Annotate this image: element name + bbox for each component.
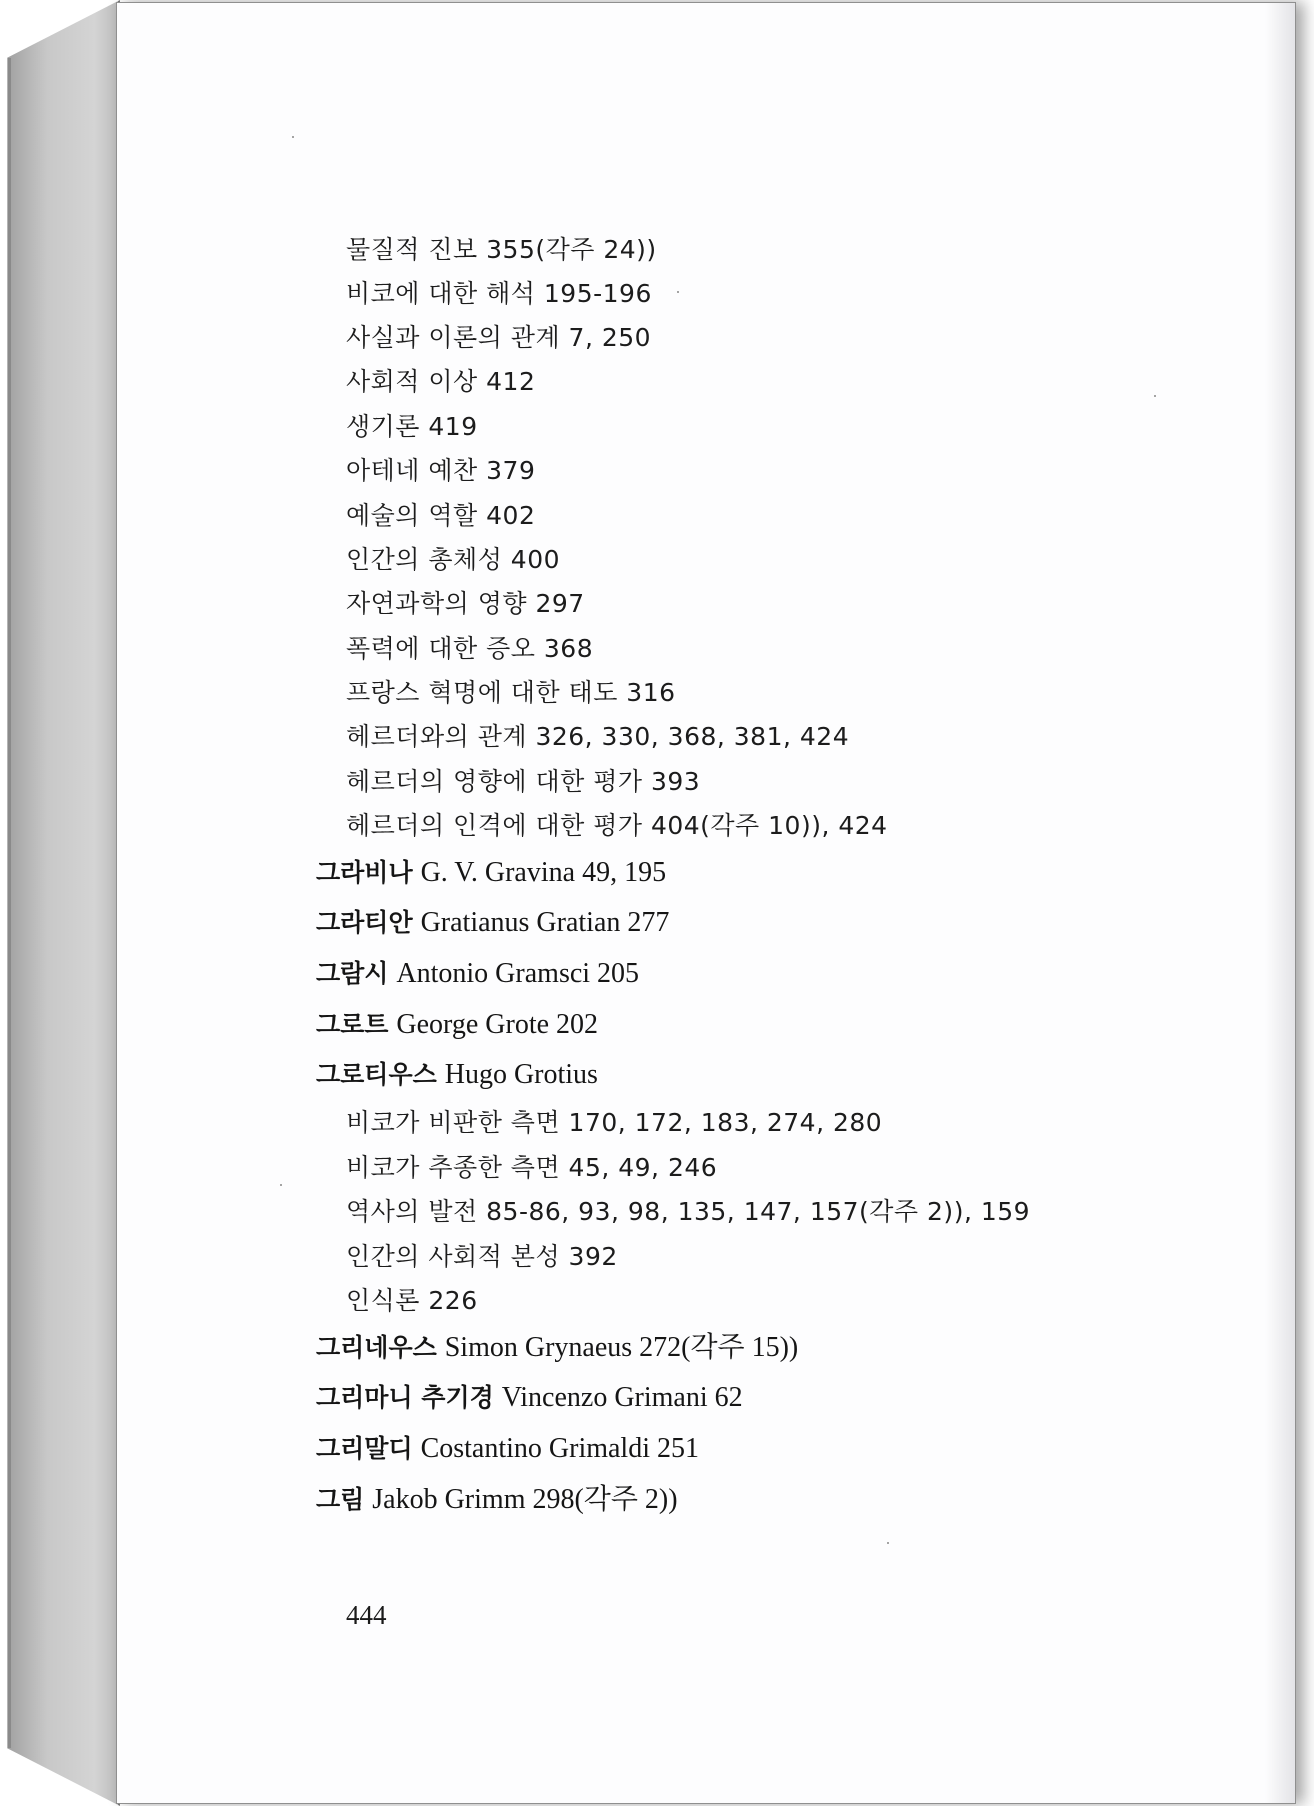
sub-entry: 인간의 총체성 400 bbox=[346, 545, 561, 574]
main-entry-detail: George Grote 202 bbox=[396, 1009, 599, 1040]
main-entry bbox=[316, 1059, 598, 1091]
main-entry-korean: 그람시 bbox=[316, 959, 389, 988]
sub-entry: 아테네 예찬 379 bbox=[346, 456, 536, 485]
sub-entry: 역사의 발전 85-86, 93, 98, 135, 147, 157(각주 2)), 159 bbox=[346, 1197, 1031, 1226]
main-entry bbox=[316, 1332, 798, 1364]
sub-entry: 생기론 419 bbox=[346, 412, 478, 441]
main-entry-korean: 그라티안 bbox=[316, 908, 413, 937]
page-number: 444 bbox=[346, 1600, 387, 1630]
main-entry-korean: 그라비나 bbox=[316, 858, 413, 887]
spine-edge-line bbox=[8, 58, 11, 1748]
main-entry-detail: Simon Grynaeus 272(각주 15)) bbox=[444, 1332, 799, 1363]
main-entry bbox=[316, 958, 639, 990]
main-entry-korean: 그림 bbox=[316, 1485, 365, 1514]
sub-entry: 비코가 추종한 측면 45, 49, 246 bbox=[346, 1153, 718, 1182]
sub-entry: 예술의 역할 402 bbox=[346, 501, 536, 530]
sub-entry: 헤르더의 인격에 대한 평가 404(각주 10)), 424 bbox=[346, 811, 888, 840]
main-entry-detail: Hugo Grotius bbox=[444, 1059, 598, 1090]
sub-entry: 폭력에 대한 증오 368 bbox=[346, 634, 594, 663]
sub-entry: 헤르더와의 관계 326, 330, 368, 381, 424 bbox=[346, 722, 850, 751]
sub-entry: 헤르더의 영향에 대한 평가 393 bbox=[346, 767, 701, 796]
index-entries bbox=[117, 3, 1295, 1803]
main-entry-korean: 그리말디 bbox=[316, 1434, 413, 1463]
index-page bbox=[116, 2, 1296, 1804]
main-entry-korean: 그리마니 추기경 bbox=[316, 1383, 494, 1412]
scan-speck bbox=[1154, 395, 1156, 397]
sub-entry: 자연과학의 영향 297 bbox=[346, 589, 585, 618]
scan-speck bbox=[280, 1184, 282, 1186]
sub-entry: 인식론 226 bbox=[346, 1286, 478, 1315]
main-entry bbox=[316, 1382, 743, 1414]
main-entry bbox=[316, 857, 666, 889]
sub-entry: 인간의 사회적 본성 392 bbox=[346, 1242, 618, 1271]
sub-entry: 사회적 이상 412 bbox=[346, 367, 536, 396]
scan-speck bbox=[677, 291, 679, 293]
scan-speck bbox=[292, 136, 294, 138]
main-entry-korean: 그로트 bbox=[316, 1010, 389, 1039]
scan-speck bbox=[887, 1542, 889, 1544]
main-entry-detail: Jakob Grimm 298(각주 2)) bbox=[372, 1484, 678, 1515]
main-entry-detail: Antonio Gramsci 205 bbox=[396, 958, 640, 989]
main-entry bbox=[316, 1433, 699, 1465]
main-entry-detail: Vincenzo Grimani 62 bbox=[501, 1382, 743, 1413]
sub-entry: 사실과 이론의 관계 7, 250 bbox=[346, 323, 652, 352]
main-entry bbox=[316, 1009, 598, 1041]
book-spine bbox=[0, 0, 120, 1806]
main-entry-detail: Gratianus Gratian 277 bbox=[420, 907, 670, 938]
sub-entry: 비코가 비판한 측면 170, 172, 183, 274, 280 bbox=[346, 1108, 883, 1137]
sub-entry: 물질적 진보 355(각주 24)) bbox=[346, 235, 657, 264]
main-entry bbox=[316, 1484, 678, 1516]
main-entry-detail: Costantino Grimaldi 251 bbox=[420, 1433, 699, 1464]
main-entry-korean: 그리네우스 bbox=[316, 1333, 437, 1362]
sub-entry: 비코에 대한 해석 195-196 bbox=[346, 279, 652, 308]
main-entry bbox=[316, 907, 669, 939]
main-entry-korean: 그로티우스 bbox=[316, 1060, 437, 1089]
sub-entry: 프랑스 혁명에 대한 태도 316 bbox=[346, 678, 676, 707]
main-entry-detail: G. V. Gravina 49, 195 bbox=[420, 857, 667, 888]
